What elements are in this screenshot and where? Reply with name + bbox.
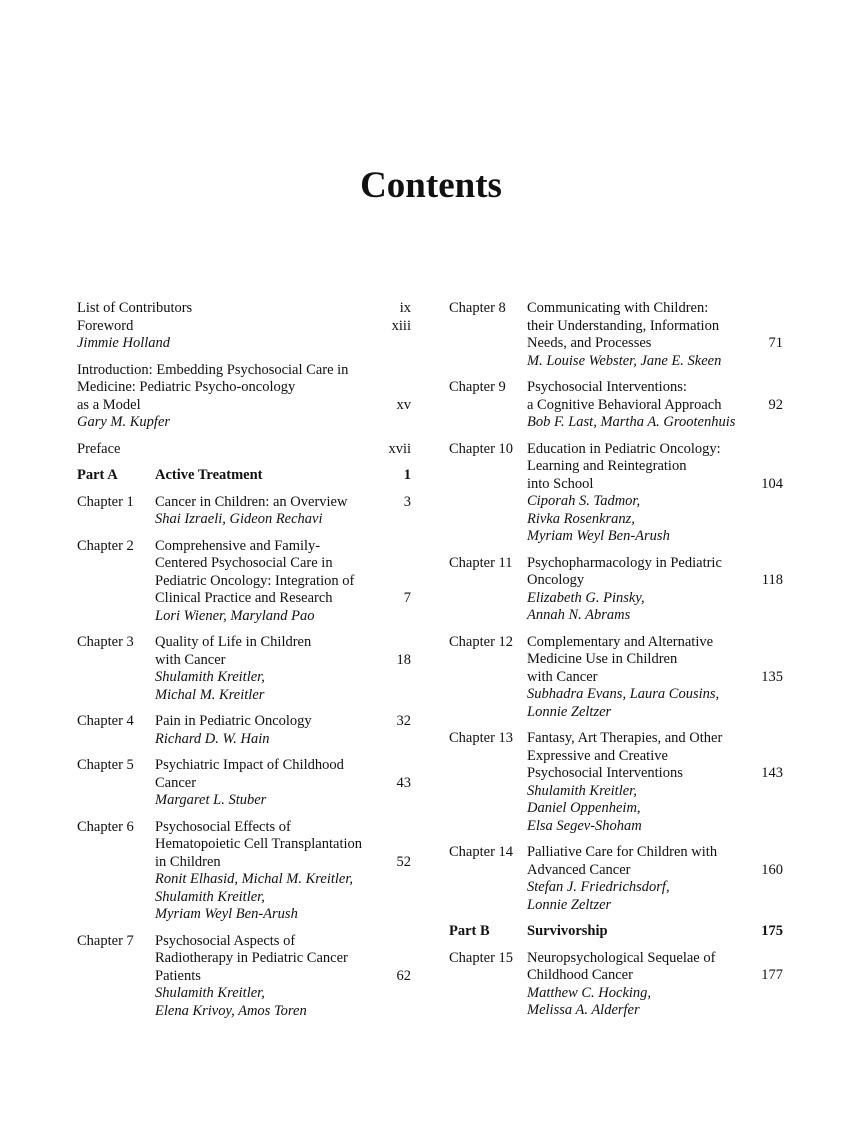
entry-title-line: Psychiatric Impact of Childhood: [155, 757, 344, 773]
entry-author: Myriam Weyl Ben-Arush: [527, 528, 670, 544]
page-number: 177: [761, 967, 783, 983]
entry-title: List of Contributors: [77, 300, 193, 316]
chapter-label: Chapter 5: [77, 757, 134, 773]
entry-title-line: a Cognitive Behavioral Approach: [527, 396, 722, 413]
entry-title-line: their Understanding, Information: [527, 317, 720, 334]
entry-author: M. Louise Webster, Jane E. Skeen: [527, 352, 722, 369]
chapter-label: Chapter 8: [449, 300, 506, 316]
chapter-label: Chapter 2: [77, 537, 134, 554]
page-number: 32: [396, 713, 411, 729]
entry-title-line: Neuropsychological Sequelae of: [527, 949, 716, 966]
page-number: 43: [396, 774, 411, 791]
entry-title-line: Communicating with Children:: [527, 300, 709, 316]
chapter-label: Chapter 1: [77, 493, 134, 510]
page-number: 92: [768, 396, 783, 413]
entry-title-line: Radiotherapy in Pediatric Cancer: [155, 950, 348, 966]
entry-author: Margaret L. Stuber: [155, 792, 267, 808]
entry-title: Preface: [77, 440, 121, 457]
page-number: 135: [761, 668, 783, 685]
toc-entry-foreword[interactable]: [77, 318, 411, 353]
entry-title-line: Complementary and Alternative: [527, 633, 714, 650]
entry-author: Shai Izraeli, Gideon Rechavi: [155, 511, 323, 527]
entry-title-line: Needs, and Processes: [527, 335, 652, 351]
chapter-label: Chapter 4: [77, 713, 134, 729]
entry-title-line: Learning and Reintegration: [527, 458, 687, 474]
entry-author: Annah N. Abrams: [527, 607, 631, 623]
part-label: Part B: [449, 923, 490, 939]
entry-author: Michal M. Kreitler: [155, 686, 265, 703]
entry-author: Daniel Oppenheim,: [527, 800, 641, 816]
toc-entry-chapter-2[interactable]: [77, 538, 411, 626]
toc-entry-chapter-3[interactable]: [77, 634, 411, 704]
entry-author: Shulamith Kreitler,: [155, 669, 265, 685]
toc-entry-chapter-5[interactable]: [77, 757, 411, 810]
page-number: 175: [761, 923, 783, 939]
entry-title-line: Psychosocial Interventions: [527, 765, 683, 781]
page-number: 104: [761, 475, 783, 492]
entry-title-line: Fantasy, Art Therapies, and Other: [527, 730, 723, 746]
entry-author: Shulamith Kreitler,: [155, 888, 265, 905]
toc-entry-chapter-9[interactable]: [449, 379, 783, 432]
entry-author: Bob F. Last, Martha A. Grootenhuis: [527, 414, 736, 430]
page-number: 118: [761, 572, 783, 588]
page-number: xvii: [388, 440, 411, 457]
toc-entry-chapter-10[interactable]: [449, 441, 783, 546]
toc-entry-chapter-6[interactable]: [77, 819, 411, 924]
entry-title-line: Pain in Pediatric Oncology: [155, 713, 312, 729]
entry-title-line: Oncology: [527, 572, 585, 588]
chapter-label: Chapter 9: [449, 379, 506, 395]
entry-title-line: Introduction: Embedding Psychosocial Care in: [77, 361, 349, 378]
chapter-label: Chapter 13: [449, 730, 514, 746]
toc-entry-chapter-4[interactable]: [77, 713, 411, 748]
page-number: 52: [396, 853, 411, 870]
entry-author: Ciporah S. Tadmor,: [527, 493, 641, 509]
entry-title-line: Pediatric Oncology: Integration of: [155, 572, 355, 589]
entry-author: Jimmie Holland: [77, 335, 171, 351]
entry-title-line: Medicine Use in Children: [527, 651, 678, 667]
entry-author: Richard D. W. Hain: [155, 730, 270, 747]
chapter-label: Chapter 10: [449, 440, 514, 457]
page-number: 3: [403, 493, 411, 510]
toc-entry-chapter-1[interactable]: [77, 494, 411, 529]
entry-title-line: Comprehensive and Family-: [155, 537, 321, 554]
toc-part-a[interactable]: [77, 467, 411, 485]
toc-entry-chapter-11[interactable]: [449, 555, 783, 625]
page-number: xv: [396, 396, 411, 413]
entry-title-line: Psychopharmacology in Pediatric: [527, 554, 722, 571]
part-label: Part A: [77, 467, 118, 483]
entry-author: Lonnie Zeltzer: [527, 896, 612, 913]
chapter-label: Chapter 6: [77, 818, 134, 835]
entry-title-line: Patients: [155, 967, 201, 984]
entry-author: Rivka Rosenkranz,: [527, 510, 635, 527]
chapter-label: Chapter 12: [449, 633, 514, 650]
entry-author: Shulamith Kreitler,: [527, 782, 637, 799]
entry-title-line: in Children: [155, 853, 221, 870]
page-number: 18: [396, 651, 411, 668]
part-title: Survivorship: [527, 923, 608, 939]
page-number: 7: [403, 590, 411, 606]
entry-author: Elena Krivoy, Amos Toren: [155, 1002, 307, 1019]
entry-title: Foreword: [77, 317, 134, 334]
entry-title-line: as a Model: [77, 396, 141, 413]
entry-author: Elizabeth G. Pinsky,: [527, 589, 645, 606]
entry-title-line: Cancer in Children: an Overview: [155, 493, 348, 510]
page-number: 1: [403, 467, 411, 483]
entry-author: Ronit Elhasid, Michal M. Kreitler,: [155, 871, 354, 887]
toc-part-b[interactable]: [449, 923, 783, 941]
entry-author: Shulamith Kreitler,: [155, 985, 265, 1001]
entry-author: Melissa A. Alderfer: [527, 1002, 640, 1018]
entry-title-line: Psychosocial Aspects of: [155, 932, 296, 949]
entry-title-line: Childhood Cancer: [527, 967, 633, 983]
page-number: xiii: [391, 317, 411, 334]
entry-title-line: Palliative Care for Children with: [527, 844, 718, 860]
toc-entry-preface[interactable]: [77, 441, 411, 459]
entry-title-line: Hematopoietic Cell Transplantation: [155, 836, 363, 852]
entry-author: Elsa Segev-Shoham: [527, 817, 642, 834]
page-number: 71: [768, 335, 783, 351]
entry-title-line: with Cancer: [155, 651, 226, 668]
entry-author: Lonnie Zeltzer: [527, 703, 612, 720]
entry-author: Matthew C. Hocking,: [527, 984, 652, 1001]
entry-title-line: Education in Pediatric Oncology:: [527, 440, 721, 457]
toc-entry-chapter-12[interactable]: [449, 634, 783, 722]
chapter-label: Chapter 7: [77, 932, 134, 949]
page-number: 62: [396, 967, 411, 984]
entry-title-line: with Cancer: [527, 668, 598, 685]
toc-left-column: [77, 300, 411, 1029]
entry-title-line: Centered Psychosocial Care in: [155, 555, 333, 571]
entry-author: Gary M. Kupfer: [77, 414, 171, 430]
entry-author: Myriam Weyl Ben-Arush: [155, 906, 298, 922]
entry-title-line: Quality of Life in Children: [155, 634, 312, 650]
toc-right-column: [449, 300, 783, 1029]
toc-entry-chapter-14[interactable]: [449, 844, 783, 914]
toc-entry-chapter-8[interactable]: [449, 300, 783, 370]
entry-title-line: Psychosocial Interventions:: [527, 379, 687, 395]
entry-title-line: Psychosocial Effects of: [155, 818, 291, 835]
entry-title-line: Expressive and Creative: [527, 747, 668, 764]
chapter-label: Chapter 15: [449, 949, 514, 966]
entry-author: Subhadra Evans, Laura Cousins,: [527, 686, 720, 702]
chapter-label: Chapter 3: [77, 634, 134, 650]
toc-entry-chapter-15[interactable]: [449, 950, 783, 1020]
page-number: 160: [761, 861, 783, 878]
page-number: ix: [399, 300, 411, 316]
page-title: Contents: [360, 165, 502, 206]
part-title: Active Treatment: [155, 467, 263, 483]
entry-author: Stefan J. Friedrichsdorf,: [527, 879, 670, 895]
entry-author: Lori Wiener, Maryland Pao: [155, 607, 315, 624]
entry-title-line: Cancer: [155, 774, 197, 791]
page-number: 143: [761, 765, 783, 781]
entry-title-line: Medicine: Pediatric Psycho-oncology: [77, 379, 296, 395]
entry-title-line: Clinical Practice and Research: [155, 590, 333, 606]
toc-entry-chapter-13[interactable]: [449, 730, 783, 835]
entry-title-line: into School: [527, 475, 594, 492]
entry-title-line: Advanced Cancer: [527, 861, 631, 878]
chapter-label: Chapter 14: [449, 844, 514, 860]
toc-entry-chapter-7[interactable]: [77, 933, 411, 1021]
toc-entry-contributors[interactable]: [77, 300, 411, 318]
toc-entry-introduction[interactable]: [77, 362, 411, 432]
chapter-label: Chapter 11: [449, 554, 513, 571]
